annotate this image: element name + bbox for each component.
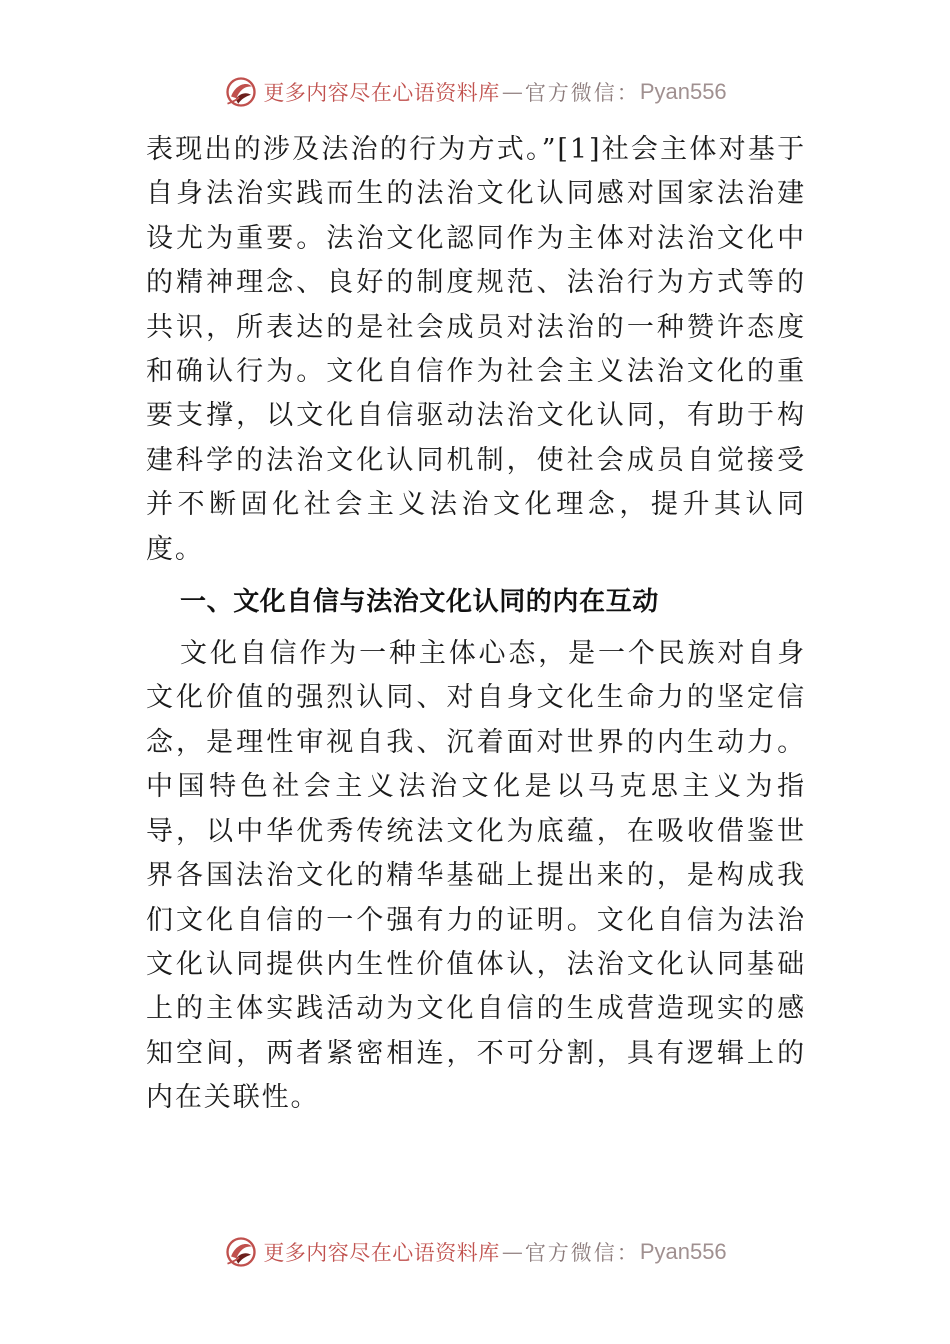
watermark-official-label: 官方微信： <box>524 1241 640 1265</box>
stylized-flower-logo-icon <box>223 74 259 110</box>
watermark-separator: — <box>501 80 523 104</box>
watermark-wechat-id: Pyan556 <box>639 79 727 104</box>
stylized-flower-logo-icon <box>223 1234 259 1270</box>
footer-watermark <box>0 1232 950 1272</box>
section-heading: 一、文化自信与法治文化认同的内在互动 <box>180 587 659 618</box>
document-body <box>146 128 806 1121</box>
watermark-text: 更多内容尽在心语资料库 <box>263 81 500 105</box>
watermark-separator: — <box>501 1240 523 1264</box>
watermark-official-label: 官方微信： <box>524 81 640 105</box>
watermark-wechat-id: Pyan556 <box>639 1239 727 1264</box>
body-paragraph-2: 文化自信作为一种主体心态，是一个民族对自身文化价值的强烈认同、对自身文化生命力的坚定信念，是理性审视自我、沉着面对世界的内生动力。中国特色社会主义法治文化是以马克思主义为指导，以中华优秀传统法文化为底蕴，在吸收借鉴世界各国法治文化的精华基础上提出来的，是构成我们文化自信的一个强有力的证明。文化自信为法治文化认同提供内生性价值体认，法治文化认同基础上的主体实践活动为文化自信的生成营造现实的感知空间，两者紧密相连，不可分割，具有逻辑上的内在关联性。 <box>146 638 806 1114</box>
watermark-text: 更多内容尽在心语资料库 <box>263 1241 500 1265</box>
body-paragraph-1: 表现出的涉及法治的行为方式。”[1]社会主体对基于自身法治实践而生的法治文化认同感对国家法治建设尤为重要。法治文化認同作为主体对法治文化中的精神理念、良好的制度规范、法治行为方式等的共识，所表达的是社会成员对法治的一种赞许态度和确认行为。文化自信作为社会主义法治文化的重要支撑，以文化自信驱动法治文化认同，有助于构建科学的法治文化认同机制，使社会成员自觉接受并不断固化社会主义法治文化理念，提升其认同度。 <box>146 134 806 565</box>
header-watermark <box>0 72 950 112</box>
